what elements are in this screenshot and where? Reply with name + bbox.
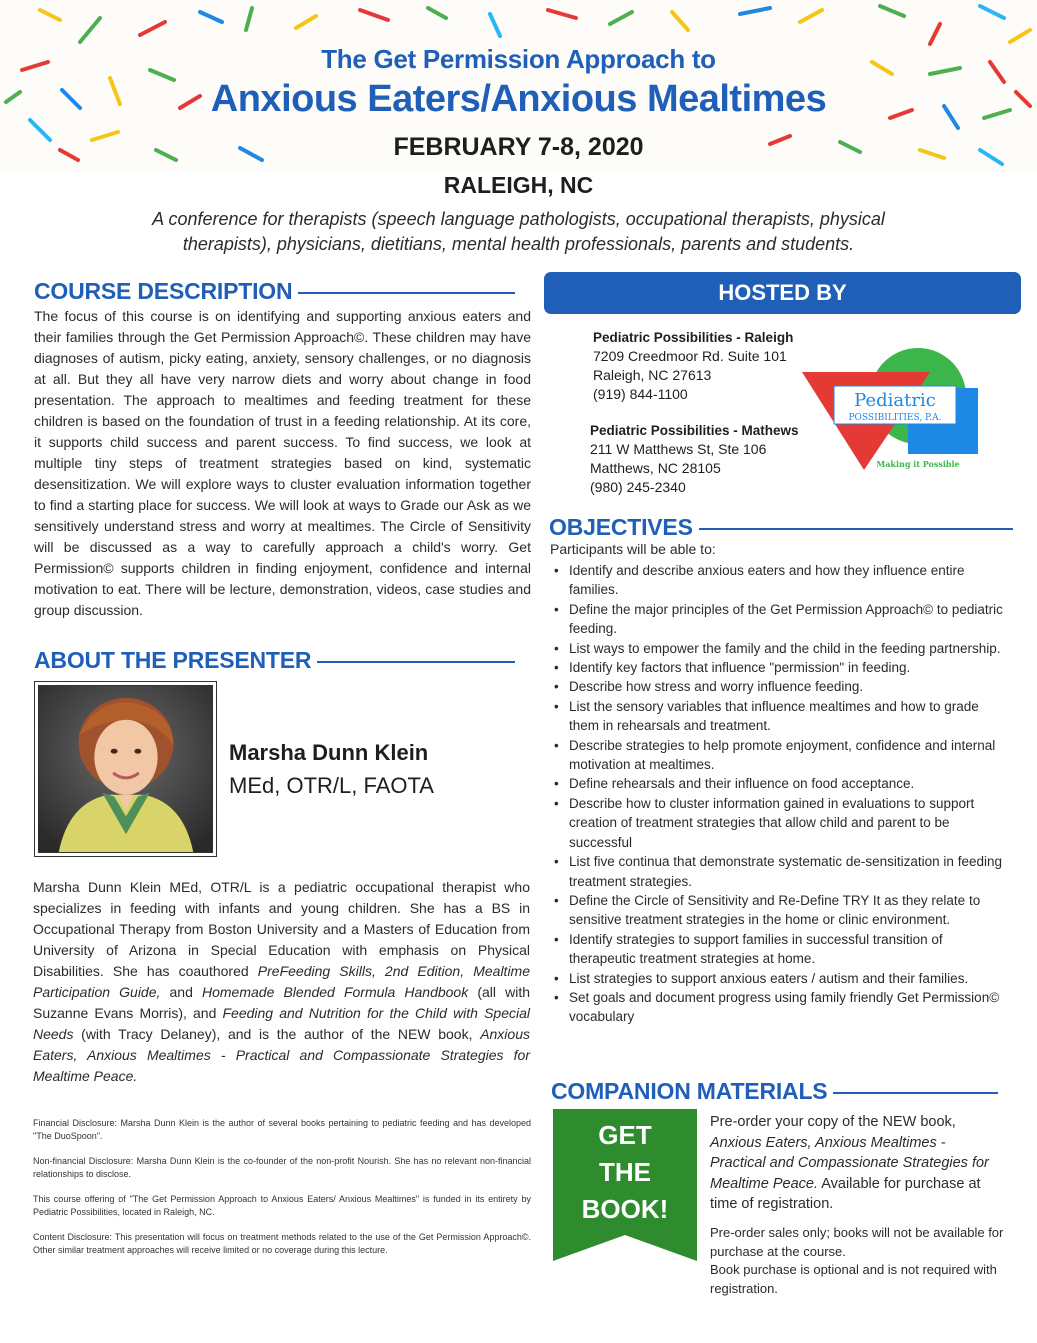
ribbon-line: GET [598,1120,652,1150]
host-address-line1: 211 W Matthews St, Ste 106 [590,441,767,457]
event-title: Anxious Eaters/Anxious Mealtimes [210,78,827,120]
get-the-book-label[interactable] [553,1117,697,1228]
book-title: Anxious Eaters, Anxious Mealtimes - Practical and Compassionate Strategies for Mealtime Peace. [33,1026,530,1084]
bio-text: Marsha Dunn Klein MEd, OTR/L is a pediatric occupational therapist who specializes in feeding with infants and young children. She has a BS in Occupational Therapy from Boston University and a Masters of Education from University of Arizona in Special Education with emphasis on Physical Disabilities. She has coauthored [33,879,530,979]
presenter-bio [33,877,530,1087]
event-location: RALEIGH, NC [443,172,594,198]
presenter-credentials: MEd, OTR/L, FAOTA [229,773,434,798]
host-address-line2: Raleigh, NC 27613 [593,367,712,383]
presenter-title: ABOUT THE PRESENTER [34,647,312,673]
objectives-list [550,561,1005,1027]
non-financial-disclosure: Non-financial Disclosure: Marsha Dunn Klein is the co-founder of the non-profit Nourish. She has no relevant non-financial relationships to disclose. [33,1156,531,1179]
bio-text: and [160,984,202,1000]
list-item: • List strategies to support anxious eaters / autism and their families. [550,969,1005,988]
list-item: • Identify key factors that influence "permission" in feeding. [550,658,1005,677]
host-location-raleigh [593,328,793,404]
host-phone: (919) 844-1100 [593,386,688,402]
presenter-heading [34,647,515,674]
preorder-text: Pre-order your copy of the NEW book, [710,1114,956,1130]
presenter-photo [34,681,217,857]
host-location-mathews [590,421,799,497]
event-date: FEBRUARY 7-8, 2020 [393,133,644,161]
list-item: • List five continua that demonstrate systematic de-sensitization in feeding treatment strategies. [550,852,1005,891]
host-phone: (980) 245-2340 [590,479,686,495]
objectives-title: OBJECTIVES [549,514,693,540]
list-item: • List the sensory variables that influence mealtimes and how to grade them in rehearsals and treatment. [550,697,1005,736]
list-item: • Describe how to cluster information gained in evaluations to support creation of treatment strategies that allow child and parent to be successful [550,794,1005,852]
preorder-text: Available for purchase at time of registration. [710,1175,981,1212]
hosted-by-bar: HOSTED BY [544,272,1021,314]
logo-tagline: Making it Possible [876,459,960,469]
heading-rule [317,661,515,663]
heading-rule [298,292,515,294]
course-description-text: The focus of this course is on identifying and supporting anxious eaters and their families through the Get Permission Approach©. These children may have diagnoses of autism, picky eating, anxiety, sensory challenges, or no diagnosis at all. But they all have very narrow diets and worry about change in food presentation. The approach to mealtimes and feeding treatment for these children is based on the foundation of trust in a feeding relationship. At its core, it supports child success and parent success. To find success, we look at multiple tiny steps of treatment strategies based on kind, systematic desensitization. We will explore ways to cluster evaluation information together to find a starting place for success. We will look at ways to Grade our Ask as we sensitively understand stress and worry at mealtimes. The Circle of Sensitivity will be discussed as a way to carefully approach a child's worry. Get Permission© supports children in finding enjoyment, confidence and internal motivation to eat. There will be lecture, demonstration, videos, case studies and group discussion. [34,308,531,618]
companion-preorder-text [710,1112,1005,1215]
presenter-name: Marsha Dunn Klein [229,740,429,765]
course-description-title: COURSE DESCRIPTION [34,278,293,304]
list-item: • Set goals and document progress using family friendly Get Permission© vocabulary [550,988,1005,1027]
disclosures [33,1117,531,1269]
host-name: Pediatric Possibilities - Raleigh [593,330,794,345]
funding-disclosure: This course offering of "The Get Permission Approach to Anxious Eaters/ Anxious Mealtimes" is funded in its entirety by Pediatric Possibilities, located in Raleigh, NC. [33,1194,531,1217]
list-item: • Identify strategies to support families in successful transition of therapeutic treatment strategies at home. [550,930,1005,969]
list-item: • List ways to empower the family and the child in the feeding partnership. [550,639,1005,658]
bio-text: (with Tracy Delaney), and is the author of the NEW book, [73,1026,481,1042]
list-item: • Define rehearsals and their influence on food acceptance. [550,774,1005,793]
financial-disclosure: Financial Disclosure: Marsha Dunn Klein is the author of several books pertaining to pediatric feeding and has developed "The DuoSpoon". [33,1118,531,1141]
objectives-heading [549,514,1013,541]
objectives-intro: Participants will be able to: [550,541,716,557]
list-item: • Identify and describe anxious eaters and how they influence entire families. [550,561,1005,600]
logo-sub: POSSIBILITIES, P.A. [848,413,942,423]
book-title: Anxious Eaters, Anxious Mealtimes - Practical and Compassionate Strategies for Mealtime Peace. [710,1134,989,1192]
preorder-note: Pre-order sales only; books will not be available for purchase at the course. [710,1225,1004,1259]
ribbon-line: BOOK! [581,1194,669,1224]
list-item: • Define the Circle of Sensitivity and Re-Define TRY It as they relate to sensitive treatment strategies in the home or clinic environment. [550,891,1005,930]
purchase-note: Book purchase is optional and is not required with registration. [710,1262,997,1296]
book-title: Feeding and Nutrition for the Child with Special Needs [33,1005,531,1042]
heading-rule [833,1092,998,1094]
host-name: Pediatric Possibilities - Mathews [590,423,799,438]
companion-heading [551,1078,998,1105]
header-banner [0,0,1037,170]
heading-rule [699,528,1013,530]
companion-notes [710,1224,1005,1298]
presenter-portrait [39,686,212,852]
book-title: PreFeeding Skills, 2nd Edition, Mealtime Participation Guide, [33,963,530,1000]
course-description-heading [34,278,515,305]
host-address-line2: Matthews, NC 28105 [590,460,721,476]
list-item: • Describe strategies to help promote enjoyment, confidence and internal motivation at mealtimes. [550,736,1005,775]
book-title: Homemade Blended Formula Handbook [201,984,469,1000]
logo-word: Pediatric [854,390,936,411]
list-item: • Describe how stress and worry influence feeding. [550,677,1005,696]
pediatric-possibilities-logo [800,344,980,474]
event-tagline: A conference for therapists (speech language pathologists, occupational therapists, physical therapists), physicians, dietitians, mental health professionals, parents and students. [152,209,885,254]
bio-text: (all with Suzanne Evans Morris), and [33,984,530,1021]
host-address-line1: 7209 Creedmoor Rd. Suite 101 [593,348,787,364]
companion-title: COMPANION MATERIALS [551,1078,828,1104]
presenter-photo-inner [38,685,213,853]
content-disclosure: Content Disclosure: This presentation will focus on treatment methods related to the use of the Get Permission Approach©. Other similar treatment approaches will receive limited or no coverage during this lecture. [33,1232,531,1255]
ribbon-line: THE [599,1157,651,1187]
event-subtitle: The Get Permission Approach to [321,44,716,74]
list-item: • Define the major principles of the Get Permission Approach© to pediatric feeding. [550,600,1005,639]
